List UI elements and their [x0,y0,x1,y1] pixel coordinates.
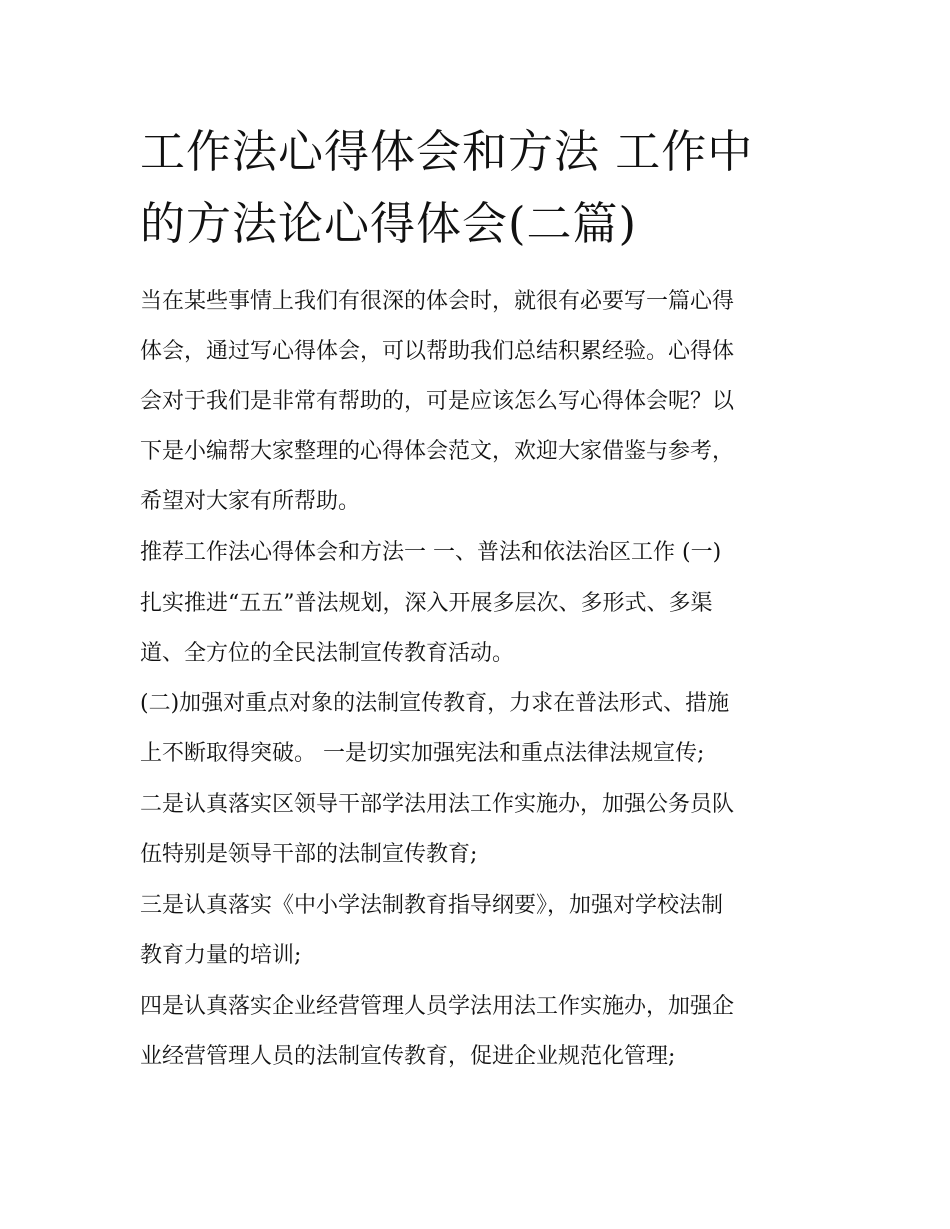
body-line-11: 二是认真落实区领导干部学法用法工作实施办，加强公务员队 [140,792,735,817]
body-line-12: 伍特别是领导干部的法制宣传教育; [140,842,478,867]
body-line-5: 希望对大家有所帮助。 [140,489,361,514]
title-line-2: 的方法论心得体会(二篇) [140,197,638,250]
body-line-15: 四是认真落实企业经营管理人员学法用法工作实施办，加强企 [140,994,735,1019]
body-line-9: (二)加强对重点对象的法制宣传教育，力求在普法形式、措施 [140,691,730,716]
body-line-7: 扎实推进“五五”普法规划，深入开展多层次、多形式、多渠 [140,591,713,616]
body-line-13: 三是认真落实《中小学法制教育指导纲要》，加强对学校法制 [140,893,724,918]
body-line-2: 体会，通过写心得体会，可以帮助我们总结积累经验。心得体 [140,339,735,364]
body-line-8: 道、全方位的全民法制宣传教育活动。 [140,641,515,666]
body-line-10: 上不断取得突破。 一是切实加强宪法和重点法律法规宣传; [140,741,705,766]
title-line-1: 工作法心得体会和方法 工作中 [140,125,754,178]
body-line-16: 业经营管理人员的法制宣传教育，促进企业规范化管理; [140,1044,676,1069]
body-line-3: 会对于我们是非常有帮助的，可是应该怎么写心得体会呢？以 [140,389,735,414]
body-line-4: 下是小编帮大家整理的心得体会范文，欢迎大家借鉴与参考， [140,439,735,464]
body-line-6: 推荐工作法心得体会和方法一 一、普法和依法治区工作 (一) [140,540,722,565]
body-line-1: 当在某些事情上我们有很深的体会时，就很有必要写一篇心得 [140,289,735,314]
body-line-14: 教育力量的培训; [140,943,302,968]
document-title [140,116,820,260]
